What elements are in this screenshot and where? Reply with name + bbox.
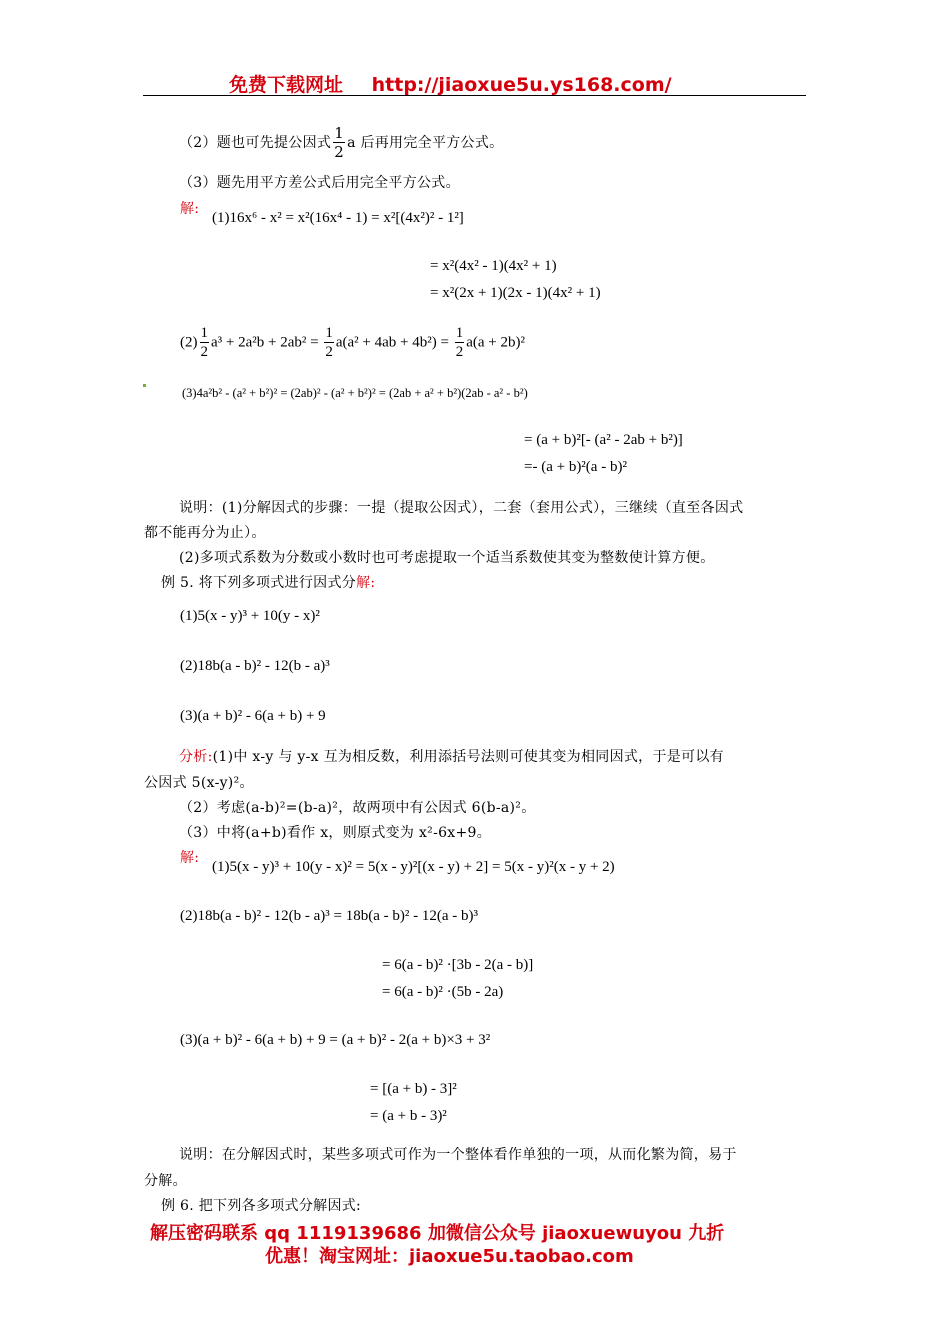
eq-2: = x²(4x² - 1)(4x² + 1): [430, 258, 557, 274]
example5-title: 例 5. 将下列多项式进行因式分解:: [161, 575, 376, 591]
header-label: 免费下载网址: [229, 74, 344, 96]
sol2-eq-4: = 6(a - b)² ·(5b - 2a): [382, 984, 504, 1000]
eq-5: (3)4a²b² - (a² + b²)² = (2ab)² - (a² + b²)² = (2ab + a² + b²)(2ab - a² - b²): [182, 386, 528, 400]
example6-title: 例 6. 把下列各多项式分解因式:: [161, 1198, 362, 1214]
intro-line-2: [179, 126, 503, 160]
solution2-label: 解:: [180, 850, 200, 866]
note2-line-a: 说明：在分解因式时，某些多项式可作为一个整体看作单独的一项，从而化繁为简，易于: [179, 1147, 737, 1163]
footer-line-1: 解压密码联系 qq 1119139686 加微信公众号 jiaoxuewuyou 九折: [150, 1223, 725, 1244]
sol2-eq-6: = [(a + b) - 3]²: [370, 1081, 457, 1097]
note1-line-c: (2)多项式系数为分数或小数时也可考虑提取一个适当系数使其变为整数使计算方便。: [179, 550, 715, 566]
eq-7: =- (a + b)²(a - b)²: [524, 459, 627, 475]
sol2-eq-7: = (a + b - 3)²: [370, 1108, 447, 1124]
intro-line-3: （3）题先用平方差公式后用完全平方公式。: [179, 175, 460, 191]
header-rule: [143, 95, 806, 96]
sol2-eq-3: = 6(a - b)² ·[3b - 2(a - b)]: [382, 957, 534, 973]
analysis-line-3: （3）中将(a+b)看作 x，则原式变为 x²-6x+9。: [179, 825, 492, 841]
intro-l2-before: （2）题也可先提公因式: [179, 135, 332, 151]
analysis-line-1b: 公因式 5(x-y)²。: [144, 775, 254, 791]
header-url-link[interactable]: http://jiaoxue5u.ys168.com/: [371, 74, 672, 96]
note1-line-b: 都不能再分为止）。: [144, 525, 266, 541]
intro-l2-after: a 后再用完全平方公式。: [347, 135, 504, 151]
ex5-q1: (1)5(x - y)³ + 10(y - x)²: [180, 608, 320, 624]
eq-1: (1)16x⁶ - x² = x²(16x⁴ - 1) = x²[(4x²)² - 1²]: [212, 210, 464, 226]
sol2-eq-2: (2)18b(a - b)² - 12(b - a)³ = 18b(a - b)² - 12(a - b)³: [180, 908, 479, 924]
sol2-eq-1: (1)5(x - y)³ + 10(y - x)² = 5(x - y)²[(x - y) + 2] = 5(x - y)²(x - y + 2): [212, 859, 615, 875]
footer-line-2[interactable]: 优惠！淘宝网址：jiaoxue5u.taobao.com: [265, 1246, 634, 1267]
note2-line-b: 分解。: [144, 1173, 187, 1189]
note1-line-a: 说明：(1)分解因式的步骤：一提（提取公因式），二套（套用公式），三继续（直至各因式: [179, 500, 744, 516]
header-title: [229, 70, 672, 97]
analysis-line-2: （2）考虑(a-b)²=(b-a)²，故两项中有公因式 6(b-a)²。: [179, 800, 536, 816]
green-dot: [143, 384, 146, 387]
solution-label: 解:: [180, 201, 200, 217]
fraction-half: $\frac{1}{2}$: [334, 124, 345, 161]
eq-3: = x²(2x + 1)(2x - 1)(4x² + 1): [430, 285, 601, 301]
eq-6: = (a + b)²[- (a² - 2ab + b²)]: [524, 432, 683, 448]
eq-4: (2) $\frac{1}{2}$ a³ + 2a²b + 2ab² = $\frac{1}{2}$ a(a² + 4ab + 4b²) = $\frac{1}{2}$ a(a + 2b)²: [180, 325, 525, 360]
analysis-line-1: 分析:(1)中 x-y 与 y-x 互为相反数，利用添括号法则可使其变为相同因式，于是可以有: [179, 749, 724, 765]
ex5-q2: (2)18b(a - b)² - 12(b - a)³: [180, 658, 330, 674]
sol2-eq-5: (3)(a + b)² - 6(a + b) + 9 = (a + b)² - 2(a + b)×3 + 3²: [180, 1032, 491, 1048]
ex5-q3: (3)(a + b)² - 6(a + b) + 9: [180, 708, 326, 724]
